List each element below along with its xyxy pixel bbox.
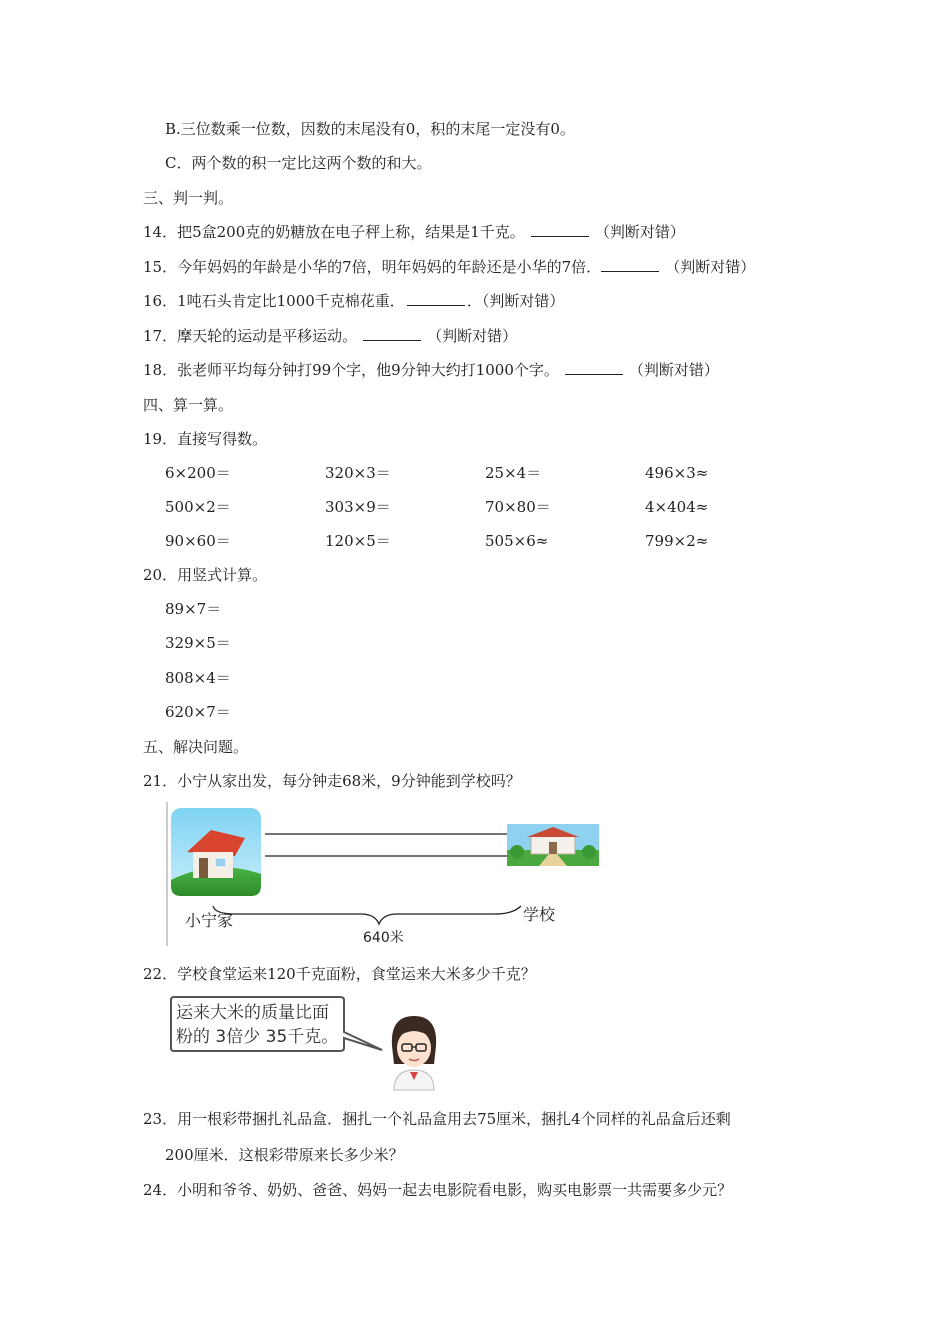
question-24-text: 24．小明和爷爷、奶奶、爸爸、妈妈一起去电影院看电影，购买电影票一共需要多少元？ bbox=[143, 1181, 733, 1199]
question-18-text: 18．张老师平均每分钟打99个字，他9分钟大约打1000个字。 bbox=[143, 361, 559, 379]
question-16-text: 16．1吨石头肯定比1000千克棉花重． bbox=[143, 292, 405, 310]
calc-cell: 505×6≈ bbox=[485, 532, 549, 550]
calc-cell: 90×60＝ bbox=[165, 532, 231, 550]
question-21-text: 21．小宁从家出发，每分钟走68米，9分钟能到学校吗？ bbox=[143, 772, 521, 790]
question-14-suffix: （判断对错） bbox=[594, 223, 685, 241]
question-23-line-1: 23．用一根彩带捆扎礼品盒．捆扎一个礼品盒用去75厘米，捆扎4个同样的礼品盒后还剩 bbox=[143, 1110, 731, 1128]
question-16-suffix: ．（判断对错） bbox=[466, 292, 565, 310]
vertical-calc-item: 620×7＝ bbox=[165, 703, 231, 721]
question-17 bbox=[143, 326, 517, 346]
distance-label: 640米 bbox=[363, 930, 404, 946]
route-diagram bbox=[165, 800, 605, 948]
calc-cell: 6×200＝ bbox=[165, 464, 231, 482]
vertical-calc-item: 329×5＝ bbox=[165, 634, 231, 652]
answer-blank-14[interactable] bbox=[531, 222, 589, 237]
school-icon bbox=[507, 824, 599, 866]
question-18-suffix: （判断对错） bbox=[628, 361, 719, 379]
calc-cell: 303×9＝ bbox=[325, 498, 391, 516]
calc-cell: 799×2≈ bbox=[645, 532, 709, 550]
vertical-calc-item: 808×4＝ bbox=[165, 669, 231, 687]
section-4-title: 四、算一算。 bbox=[143, 396, 234, 414]
home-label: 小宁家 bbox=[185, 911, 234, 930]
question-19-title: 19．直接写得数。 bbox=[143, 430, 268, 448]
question-15 bbox=[143, 257, 755, 277]
section-3-title: 三、判一判。 bbox=[143, 189, 234, 207]
calc-cell: 70×80＝ bbox=[485, 498, 551, 516]
speech-figure bbox=[168, 994, 448, 1094]
question-16 bbox=[143, 291, 564, 311]
question-18 bbox=[143, 360, 719, 380]
calc-cell: 25×4＝ bbox=[485, 464, 542, 482]
question-15-suffix: （判断对错） bbox=[665, 258, 756, 276]
question-15-text: 15．今年妈妈的年龄是小华的7倍，明年妈妈的年龄还是小华的7倍． bbox=[143, 258, 602, 276]
option-b: B.三位数乘一位数，因数的末尾没有0，积的末尾一定没有0。 bbox=[165, 120, 575, 138]
answer-blank-18[interactable] bbox=[565, 360, 623, 375]
answer-blank-16[interactable] bbox=[407, 291, 465, 306]
calc-cell: 500×2＝ bbox=[165, 498, 231, 516]
section-5-title: 五、解决问题。 bbox=[143, 738, 249, 756]
option-c: C．两个数的积一定比这两个数的和大。 bbox=[165, 154, 432, 172]
calc-cell: 4×404≈ bbox=[645, 498, 709, 516]
speech-diagram bbox=[168, 994, 448, 1094]
question-14-text: 14．把5盒200克的奶糖放在电子秤上称，结果是1千克。 bbox=[143, 223, 525, 241]
distance-brace bbox=[213, 906, 521, 924]
bubble-line-1: 运来大米的质量比面 bbox=[176, 1003, 329, 1023]
girl-avatar bbox=[392, 1016, 436, 1090]
calc-cell: 320×3＝ bbox=[325, 464, 391, 482]
school-label: 学校 bbox=[523, 905, 556, 924]
bubble-line-2: 粉的 3倍少 35千克。 bbox=[176, 1027, 339, 1047]
question-20-title: 20．用竖式计算。 bbox=[143, 566, 268, 584]
question-22-text: 22．学校食堂运来120千克面粉，食堂运来大米多少千克？ bbox=[143, 965, 536, 983]
question-17-text: 17．摩天轮的运动是平移运动。 bbox=[143, 327, 358, 345]
home-icon bbox=[171, 808, 261, 896]
route-figure bbox=[165, 800, 605, 948]
vertical-calc-item: 89×7＝ bbox=[165, 600, 222, 618]
calc-cell: 496×3≈ bbox=[645, 464, 709, 482]
question-23-line-2: 200厘米．这根彩带原来长多少米？ bbox=[165, 1146, 404, 1164]
answer-blank-15[interactable] bbox=[601, 257, 659, 272]
calc-cell: 120×5＝ bbox=[325, 532, 391, 550]
answer-blank-17[interactable] bbox=[363, 326, 421, 341]
question-17-suffix: （判断对错） bbox=[427, 327, 518, 345]
question-14 bbox=[143, 222, 685, 242]
